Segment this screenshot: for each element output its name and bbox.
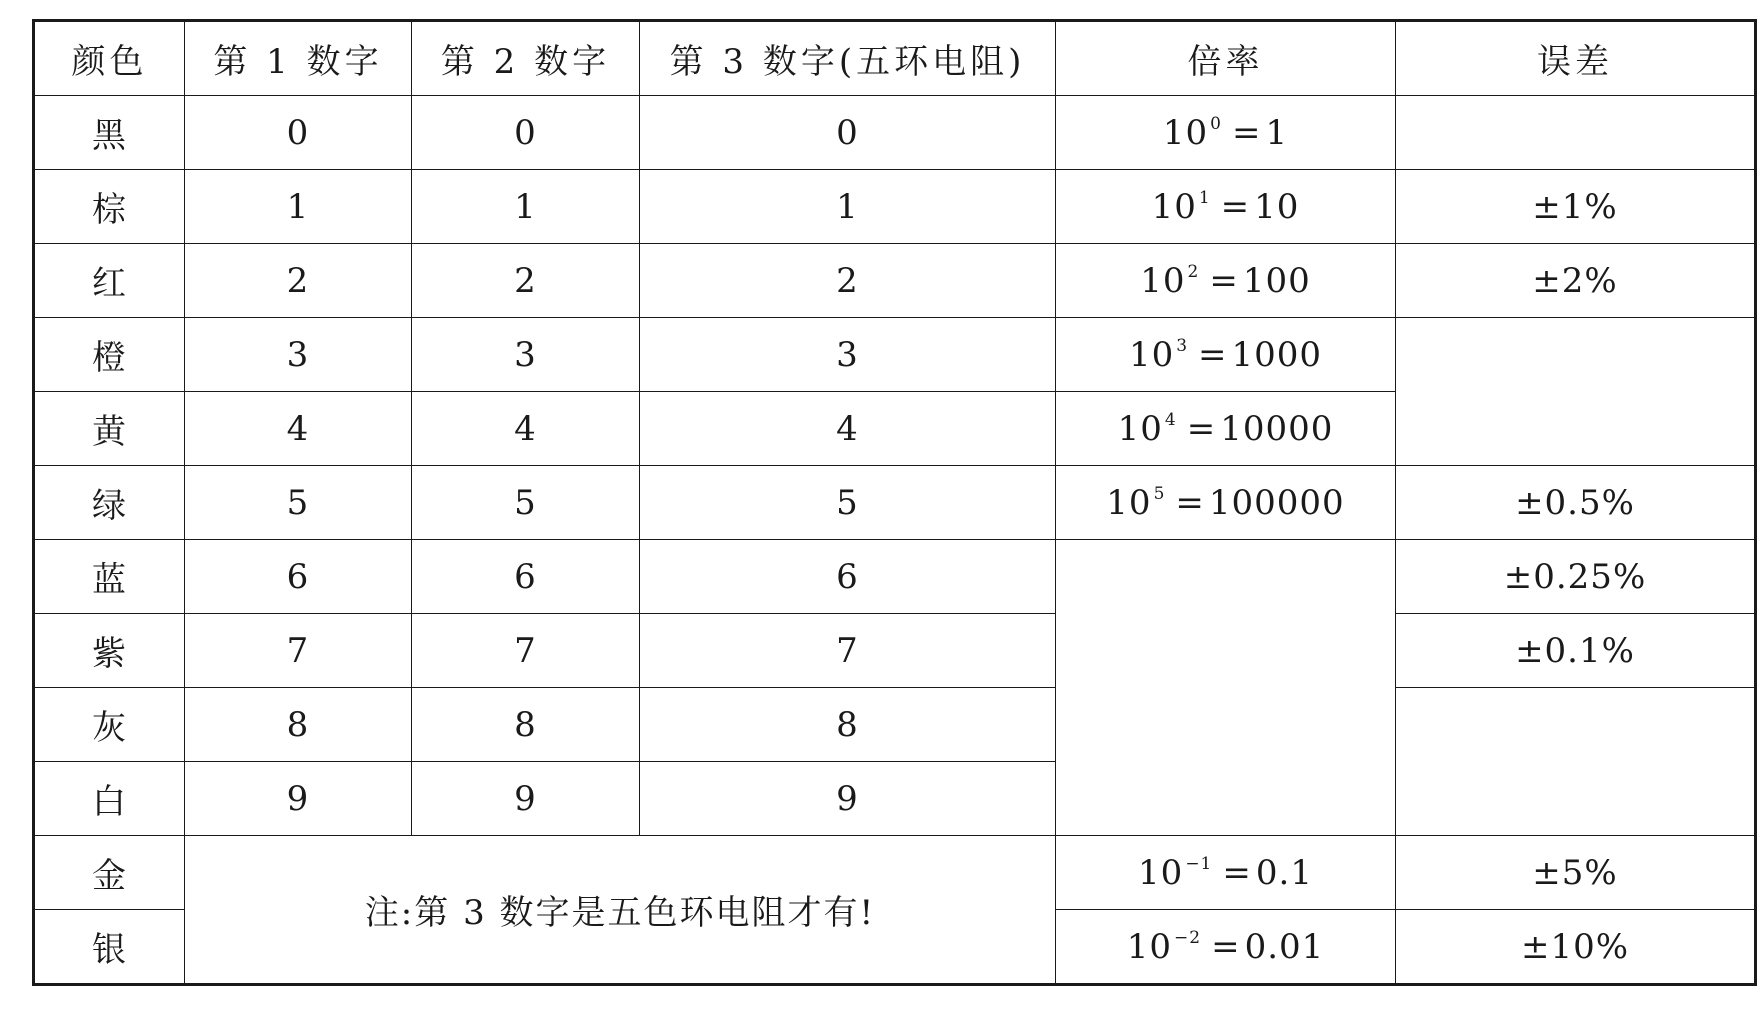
- table-row: [34, 318, 1756, 392]
- digit-2-cell: 8: [412, 688, 640, 762]
- tolerance-cell: [1396, 96, 1756, 170]
- multiplier-exponent: 3: [1176, 335, 1189, 356]
- multiplier-exponent: 4: [1164, 409, 1177, 430]
- digit-1-cell: 3: [185, 318, 412, 392]
- multiplier-base: 10: [1140, 260, 1186, 301]
- tolerance-cell: ±10%: [1396, 910, 1756, 985]
- multiplier-equals: =: [1186, 408, 1217, 449]
- digit-1-cell: 2: [185, 244, 412, 318]
- digit-1-cell: 4: [185, 392, 412, 466]
- multiplier-base: 10: [1151, 186, 1197, 227]
- multiplier-cell: [1056, 96, 1396, 170]
- tolerance-cell: ±2%: [1396, 244, 1756, 318]
- header-tolerance: 误差: [1396, 21, 1756, 96]
- color-name: 黑: [34, 96, 185, 170]
- header-digit-3: 第 3 数字(五环电阻): [640, 21, 1056, 96]
- digit-3-cell: 3: [640, 318, 1056, 392]
- table-row: [34, 688, 1756, 762]
- multiplier-base: 10: [1117, 408, 1163, 449]
- digit-3-cell: 5: [640, 466, 1056, 540]
- multiplier-equals: =: [1175, 482, 1205, 523]
- digit-1-cell: 5: [185, 466, 412, 540]
- multiplier-equals: =: [1222, 852, 1252, 893]
- digit-3-cell: 8: [640, 688, 1056, 762]
- multiplier-exponent: −2: [1174, 927, 1202, 948]
- digit-3-cell: 0: [640, 96, 1056, 170]
- color-name: 黄: [34, 392, 185, 466]
- digit-1-cell: 1: [185, 170, 412, 244]
- multiplier-cell-empty-merged: [1056, 540, 1396, 836]
- resistor-color-code-table-wrapper: [32, 19, 1754, 986]
- multiplier-equals: =: [1231, 112, 1262, 153]
- table-row: [34, 244, 1756, 318]
- multiplier-cell: [1056, 170, 1396, 244]
- digit-1-cell: 8: [185, 688, 412, 762]
- multiplier-base: 10: [1162, 112, 1209, 153]
- note-cell: 注:第 3 数字是五色环电阻才有!: [185, 836, 1056, 985]
- table-row: [34, 170, 1756, 244]
- multiplier-cell: [1056, 466, 1396, 540]
- digit-3-cell: 7: [640, 614, 1056, 688]
- digit-1-cell: 9: [185, 762, 412, 836]
- multiplier-cell: [1056, 318, 1396, 392]
- header-multiplier: 倍率: [1056, 21, 1396, 96]
- digit-1-cell: 0: [185, 96, 412, 170]
- digit-2-cell: 3: [412, 318, 640, 392]
- digit-2-cell: 2: [412, 244, 640, 318]
- color-name: 绿: [34, 466, 185, 540]
- color-name: 蓝: [34, 540, 185, 614]
- tolerance-cell: ±0.5%: [1396, 466, 1756, 540]
- color-name: 橙: [34, 318, 185, 392]
- digit-1-cell: 6: [185, 540, 412, 614]
- digit-3-cell: 9: [640, 762, 1056, 836]
- table-row: [34, 836, 1756, 910]
- multiplier-cell: [1056, 836, 1396, 910]
- multiplier-exponent: 2: [1187, 261, 1200, 282]
- multiplier-cell: [1056, 244, 1396, 318]
- multiplier-base: 10: [1126, 926, 1172, 967]
- tolerance-cell-empty-merged: [1396, 318, 1756, 466]
- multiplier-value: 100000: [1208, 482, 1345, 523]
- resistor-color-code-table: [32, 19, 1757, 986]
- digit-2-cell: 5: [412, 466, 640, 540]
- digit-3-cell: 4: [640, 392, 1056, 466]
- digit-2-cell: 1: [412, 170, 640, 244]
- multiplier-equals: =: [1209, 260, 1239, 301]
- multiplier-cell: [1056, 392, 1396, 466]
- digit-2-cell: 9: [412, 762, 640, 836]
- multiplier-exponent: 5: [1153, 483, 1166, 504]
- color-name: 红: [34, 244, 185, 318]
- digit-2-cell: 7: [412, 614, 640, 688]
- header-digit-1: 第 1 数字: [185, 21, 412, 96]
- table-row: [34, 96, 1756, 170]
- multiplier-cell: [1056, 910, 1396, 985]
- color-name: 灰: [34, 688, 185, 762]
- multiplier-exponent: 1: [1198, 187, 1211, 208]
- digit-3-cell: 2: [640, 244, 1056, 318]
- multiplier-value: 100: [1242, 260, 1311, 301]
- color-name: 棕: [34, 170, 185, 244]
- multiplier-equals: =: [1211, 926, 1241, 967]
- multiplier-base: 10: [1138, 852, 1184, 893]
- color-name: 银: [34, 910, 185, 985]
- multiplier-value: 1: [1265, 112, 1289, 153]
- digit-2-cell: 4: [412, 392, 640, 466]
- digit-2-cell: 0: [412, 96, 640, 170]
- multiplier-base: 10: [1128, 334, 1175, 375]
- multiplier-value: 0.1: [1255, 852, 1313, 893]
- header-digit-2: 第 2 数字: [412, 21, 640, 96]
- tolerance-cell: ±1%: [1396, 170, 1756, 244]
- tolerance-cell-empty-merged: [1396, 688, 1756, 836]
- multiplier-value: 10: [1254, 186, 1300, 227]
- multiplier-value: 10000: [1220, 408, 1334, 449]
- multiplier-value: 1000: [1231, 334, 1323, 375]
- multiplier-exponent: −1: [1185, 853, 1213, 874]
- multiplier-value: 0.01: [1244, 926, 1325, 967]
- table-row: [34, 540, 1756, 614]
- multiplier-base: 10: [1106, 482, 1152, 523]
- tolerance-cell: ±0.1%: [1396, 614, 1756, 688]
- color-name: 金: [34, 836, 185, 910]
- digit-3-cell: 6: [640, 540, 1056, 614]
- tolerance-cell: ±0.25%: [1396, 540, 1756, 614]
- digit-1-cell: 7: [185, 614, 412, 688]
- multiplier-equals: =: [1198, 334, 1228, 375]
- tolerance-cell: ±5%: [1396, 836, 1756, 910]
- multiplier-exponent: 0: [1210, 113, 1222, 134]
- table-row: [34, 466, 1756, 540]
- header-color: 颜色: [34, 21, 185, 96]
- table-row: [34, 614, 1756, 688]
- color-name: 紫: [34, 614, 185, 688]
- digit-2-cell: 6: [412, 540, 640, 614]
- multiplier-equals: =: [1220, 186, 1251, 227]
- color-name: 白: [34, 762, 185, 836]
- digit-3-cell: 1: [640, 170, 1056, 244]
- header-row: [34, 21, 1756, 96]
